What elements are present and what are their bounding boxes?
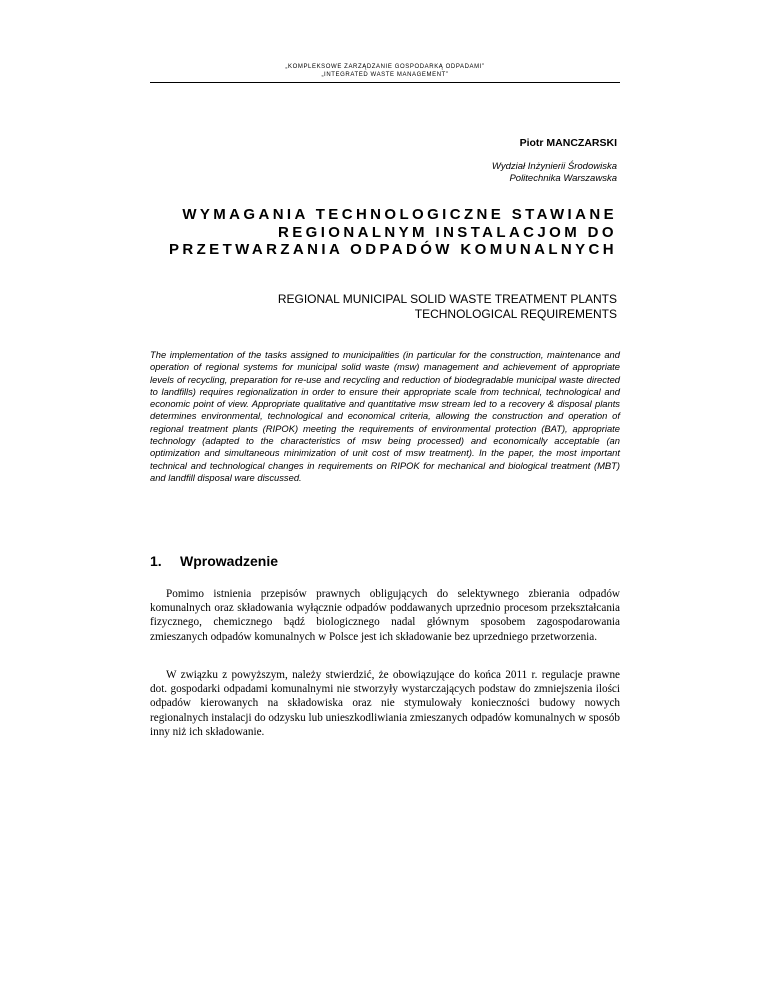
section-title: Wprowadzenie (180, 553, 279, 569)
running-head-line-2: „INTEGRATED WASTE MANAGEMENT” (321, 71, 449, 78)
affiliation-line-1: Wydział Inżynierii Środowiska (491, 161, 617, 172)
body-paragraph-2: W związku z powyższym, należy stwierdzić, że obowiązujące do końca 2011 r. regulacje prawne dot. gospodarki odpadami komunalnymi nie stworzyły wystarczających podstaw do zmniejszenia ilości odpadów kierowanych na składowiska oraz nie stymulowały konieczności budowy nowych regionalnych instalacji do odzysku lub unieszkodliwiania zmieszanych odpadów komunalnych w sposób inny niż ich składowanie. (150, 669, 620, 738)
running-head (150, 64, 620, 79)
body-paragraph-1: Pomimo istnienia przepisów prawnych obligujących do selektywnego zbierania odpadów komunalnych oraz składowania wyłącznie odpadów poddawanych uprzednio procesom przekształcania fizycznego, chemicznego bądź biologicznego nadal głównym sposobem zagospodarowania zmieszanych odpadów komunalnych w Polsce jest ich składowanie bez uprzedniego przetworzenia. (150, 588, 620, 643)
section-number: 1. (150, 553, 162, 569)
header-rule (150, 82, 620, 83)
running-head-line-1: „KOMPLEKSOWE ZARZĄDZANIE GOSPODARKĄ ODPADAMI” (285, 64, 485, 70)
affiliation-line-2: Politechnika Warszawska (509, 173, 617, 184)
title-en-line-1: REGIONAL MUNICIPAL SOLID WASTE TREATMENT PLANTS (277, 292, 617, 306)
author-affiliation (492, 161, 617, 185)
title-en-line-2: TECHNOLOGICAL REQUIREMENTS (414, 307, 617, 321)
abstract: The implementation of the tasks assigned to municipalities (in particular for the construction, maintenance and operation of regional systems for municipal solid waste (msw) management and achievement of appropriate levels of recycling, preparation for re-use and recycling and reduction of biodegradable municipal waste directed to landfills) requires regionalization in order to ensure their appropriate scale from technical, technological and economic point of view. Appropriate qualitative and quantitative msw stream led to a recovery & disposal plants determines environmental, technological and economical criteria, allowing the construction and operation of regional treatment plants (RIPOK) meeting the requirements of environmental protection (BAT), appropriate technology (adapted to the characteristics of msw being processed) and economically acceptable (an optimization and simultaneous minimization of unit cost of msw treatment). In the paper, the most important technical and technological changes in requirements on RIPOK for mechanical and biological treatment (MBT) and landfill disposal ware discussed. (150, 349, 620, 483)
paper-title-english (137, 292, 617, 322)
paper-title-polish (137, 206, 617, 259)
title-pl-line-3: PRZETWARZANIA ODPADÓW KOMUNALNYCH (168, 241, 617, 258)
title-pl-line-2: REGIONALNYM INSTALACJOM DO (278, 223, 617, 241)
section-heading (150, 553, 278, 569)
author-name: Piotr MANCZARSKI (519, 137, 617, 149)
title-pl-line-1: WYMAGANIA TECHNOLOGICZNE STAWIANE (182, 206, 617, 223)
